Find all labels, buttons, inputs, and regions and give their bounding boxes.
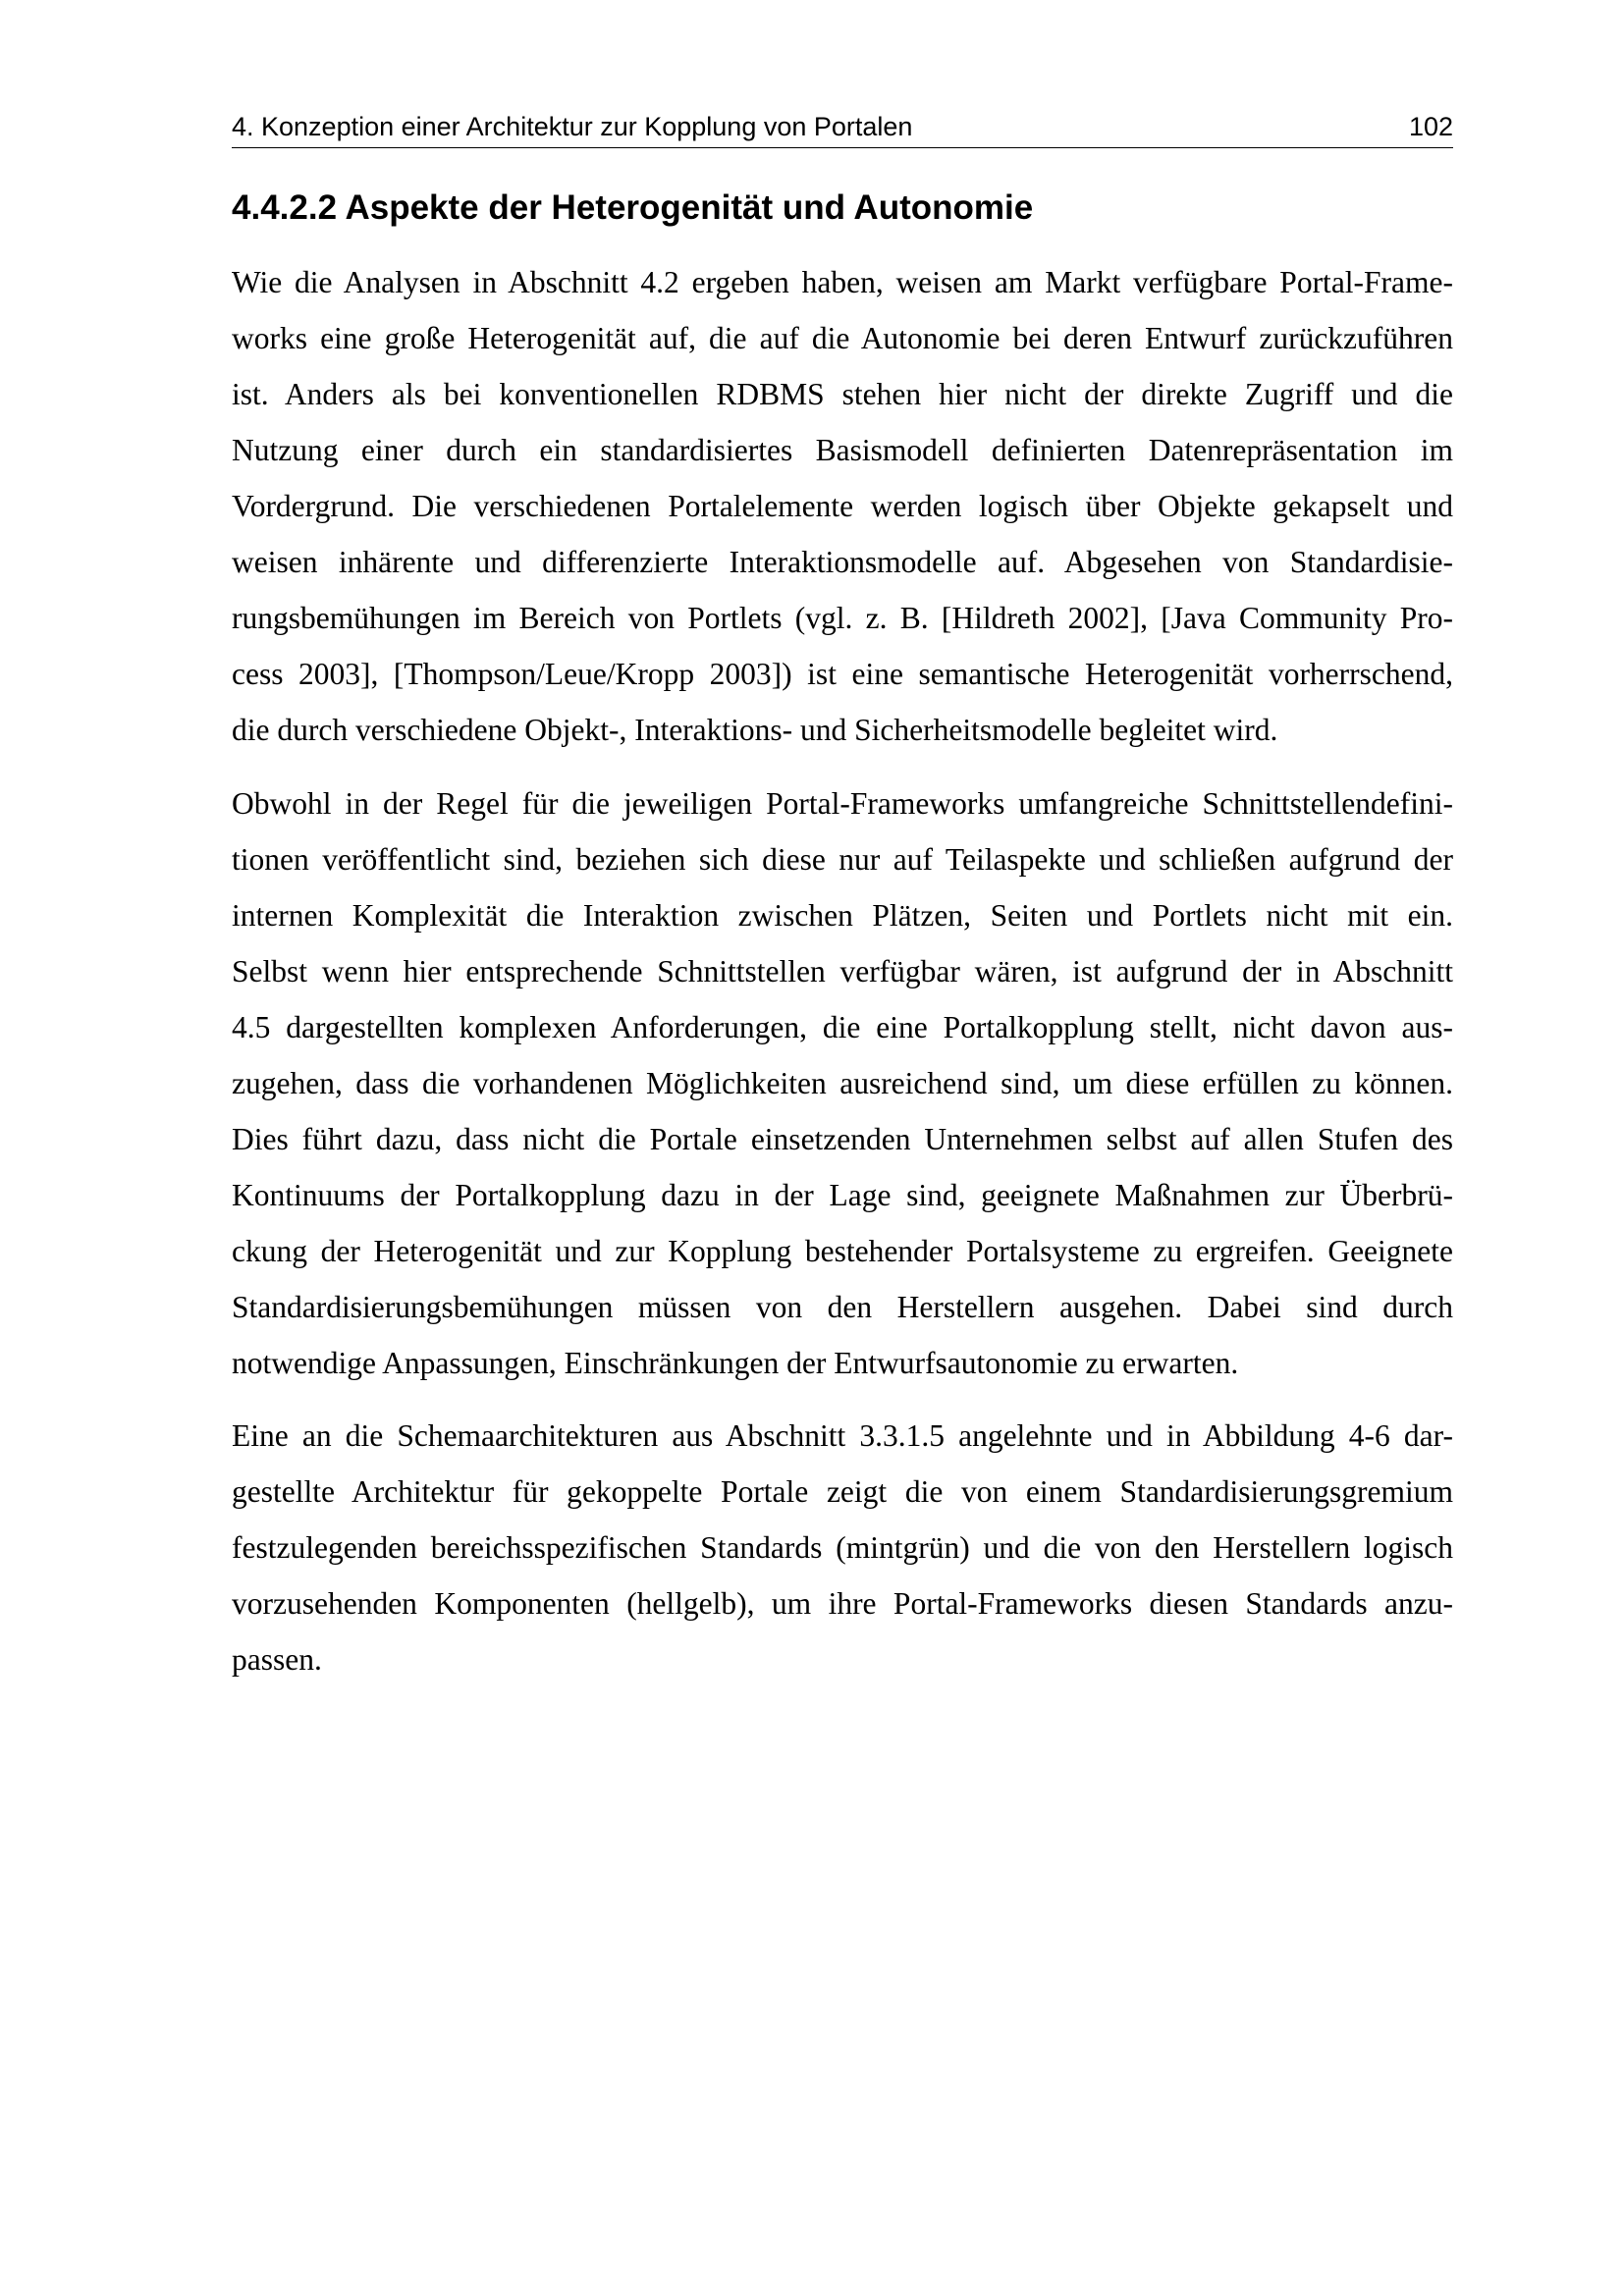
text-line: rungsbemühungen im Bereich von Portlets (vgl. z. B. [Hildreth 2002], [Java Community Pro- xyxy=(232,601,1453,635)
text-line: Wie die Analysen in Abschnitt 4.2 ergeben haben, weisen am Markt verfügbare Portal-Frame- xyxy=(232,265,1453,299)
text-line: tionen veröffentlicht sind, beziehen sich diese nur auf Teilaspekte und schließen aufgrund der xyxy=(232,842,1453,877)
text-line: gestellte Architektur für gekoppelte Portale zeigt die von einem Standardisierungsgremium xyxy=(232,1474,1453,1509)
text-line: die durch verschiedene Objekt-, Interaktions- und Sicherheitsmodelle begleitet wird. xyxy=(232,713,1278,747)
section-heading: 4.4.2.2 Aspekte der Heterogenität und Autonomie xyxy=(232,188,1034,227)
text-line: Selbst wenn hier entsprechende Schnittstellen verfügbar wären, ist aufgrund der in Abschnitt xyxy=(232,954,1453,988)
text-line: Vordergrund. Die verschiedenen Portalelemente werden logisch über Objekte gekapselt und xyxy=(232,489,1453,523)
text-line: Eine an die Schemaarchitekturen aus Abschnitt 3.3.1.5 angelehnte und in Abbildung 4-6 dar- xyxy=(232,1418,1453,1453)
text-line: ist. Anders als bei konventionellen RDBMS stehen hier nicht der direkte Zugriff und die xyxy=(232,377,1453,411)
text-line: works eine große Heterogenität auf, die auf die Autonomie bei deren Entwurf zurückzuführen xyxy=(232,321,1453,355)
paragraph-2 xyxy=(232,775,1453,1391)
text-line: notwendige Anpassungen, Einschränkungen der Entwurfsautonomie zu erwarten. xyxy=(232,1346,1239,1380)
text-line: Nutzung einer durch ein standardisiertes Basismodell definierten Datenrepräsentation im xyxy=(232,433,1453,467)
running-header xyxy=(232,110,1453,148)
text-line: internen Komplexität die Interaktion zwischen Plätzen, Seiten und Portlets nicht mit ein. xyxy=(232,898,1453,933)
text-line: Obwohl in der Regel für die jeweiligen Portal-Frameworks umfangreiche Schnittstellendefini- xyxy=(232,786,1453,821)
text-line: 4.5 dargestellten komplexen Anforderungen, die eine Portalkopplung stellt, nicht davon aus- xyxy=(232,1010,1453,1044)
text-line: passen. xyxy=(232,1642,322,1677)
text-line: zugehen, dass die vorhandenen Möglichkeiten ausreichend sind, um diese erfüllen zu können. xyxy=(232,1066,1453,1100)
text-line: vorzusehenden Komponenten (hellgelb), um ihre Portal-Frameworks diesen Standards anzu- xyxy=(232,1586,1453,1621)
paragraph-3 xyxy=(232,1408,1453,1687)
text-line: cess 2003], [Thompson/Leue/Kropp 2003]) ist eine semantische Heterogenität vorherrschend, xyxy=(232,657,1453,691)
page-number: 102 xyxy=(1408,112,1453,141)
text-line: Standardisierungsbemühungen müssen von den Herstellern ausgehen. Dabei sind durch xyxy=(232,1290,1453,1324)
paragraph-1 xyxy=(232,254,1453,758)
text-line: Dies führt dazu, dass nicht die Portale einsetzenden Unternehmen selbst auf allen Stufen des xyxy=(232,1122,1453,1156)
text-line: weisen inhärente und differenzierte Interaktionsmodelle auf. Abgesehen von Standardisie- xyxy=(232,545,1453,579)
text-line: ckung der Heterogenität und zur Kopplung bestehender Portalsysteme zu ergreifen. Geeignete xyxy=(232,1234,1453,1268)
text-line: festzulegenden bereichsspezifischen Standards (mintgrün) und die von den Herstellern logisch xyxy=(232,1530,1453,1565)
text-line: Kontinuums der Portalkopplung dazu in der Lage sind, geeignete Maßnahmen zur Überbrü- xyxy=(232,1178,1453,1212)
running-title: 4. Konzeption einer Architektur zur Kopplung von Portalen xyxy=(232,112,913,141)
